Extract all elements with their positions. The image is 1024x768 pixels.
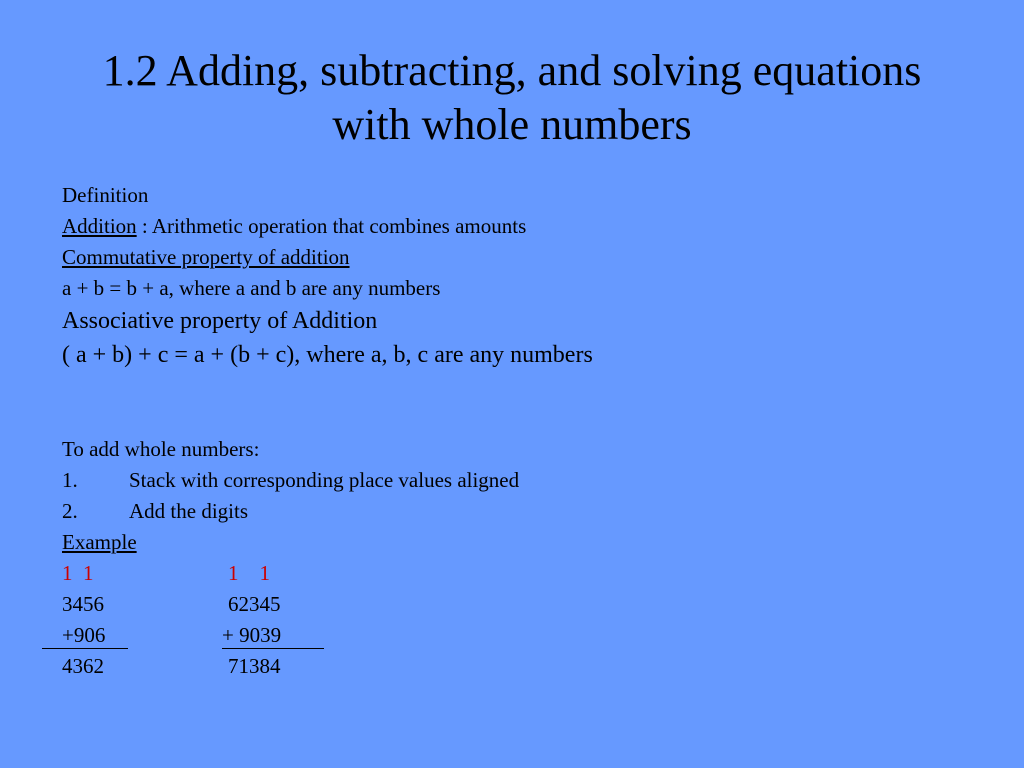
- title-line-1: 1.2 Adding, subtracting, and solving equations: [102, 46, 922, 95]
- procedure-heading: To add whole numbers:: [62, 437, 260, 461]
- step-number: 1.: [62, 468, 78, 492]
- definition-heading: Definition: [62, 183, 149, 207]
- addition-definition-text: : Arithmetic operation that combines amounts: [136, 214, 527, 238]
- addend-row-1: [62, 589, 962, 620]
- sum-row: [62, 651, 962, 682]
- step-number: 2.: [62, 499, 78, 523]
- step-item: [62, 465, 962, 496]
- sum-left: 4362: [62, 654, 104, 678]
- sum-right: 71384: [228, 654, 281, 678]
- slide-body: [62, 180, 962, 682]
- carry-digits-right: 1 1: [228, 561, 270, 585]
- commutative-formula: a + b = b + a, where a and b are any numbers: [62, 276, 441, 300]
- step-item: [62, 496, 962, 527]
- slide-title: [40, 44, 984, 152]
- addition-definition-line: [62, 211, 962, 242]
- carry-digits-left: 1 1: [62, 561, 94, 585]
- sum-rule-right: [222, 648, 324, 649]
- addend-left-1: 3456: [62, 592, 104, 616]
- associative-heading: Associative property of Addition: [62, 308, 378, 334]
- addition-term: Addition: [62, 214, 137, 238]
- spacer: [62, 372, 962, 434]
- sum-rule-left: [42, 648, 128, 649]
- commutative-heading: Commutative property of addition: [62, 245, 350, 269]
- addend-right-2: + 9039: [222, 623, 282, 647]
- title-line-2: with whole numbers: [332, 100, 692, 149]
- step-text: Add the digits: [129, 499, 248, 523]
- addend-left-2: +906: [62, 623, 106, 647]
- carry-row: [62, 558, 962, 589]
- procedure-steps: [62, 465, 962, 527]
- step-text: Stack with corresponding place values aligned: [129, 468, 520, 492]
- addend-right-1: 62345: [228, 592, 281, 616]
- example-heading: Example: [62, 530, 137, 554]
- addend-row-2: [62, 620, 962, 651]
- associative-formula: ( a + b) + c = a + (b + c), where a, b, c are any numbers: [62, 342, 593, 368]
